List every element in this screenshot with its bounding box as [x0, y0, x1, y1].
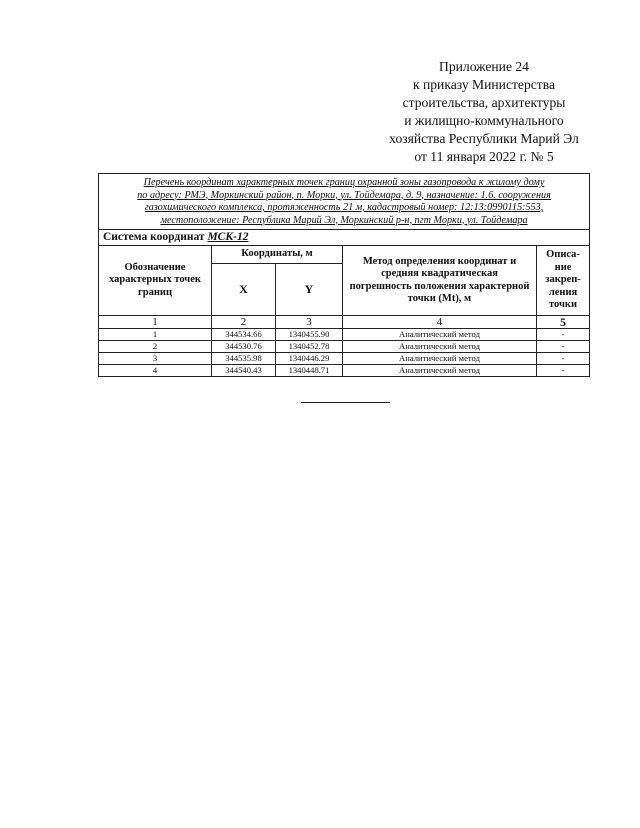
table-row: [99, 365, 590, 377]
desc-cell: -: [537, 353, 590, 365]
header-row: [99, 246, 590, 264]
table-row: [99, 353, 590, 365]
method-cell: Аналитический метод: [343, 353, 537, 365]
col-number: 2: [212, 316, 276, 329]
desc-cell: -: [537, 341, 590, 353]
appendix-line: строительства, архитектуры: [402, 95, 566, 110]
method-cell: Аналитический метод: [343, 329, 537, 341]
table-row: [99, 341, 590, 353]
header-coords: Координаты, м: [212, 246, 343, 264]
col-number: 5: [537, 316, 590, 329]
appendix-line: хозяйства Республики Марий Эл: [389, 131, 579, 146]
col-number: 3: [276, 316, 343, 329]
col-number: 4: [343, 316, 537, 329]
desc-cell: -: [537, 365, 590, 377]
point-cell: 1: [99, 329, 212, 341]
y-cell: 1340448.71: [276, 365, 343, 377]
column-number-row: [99, 316, 590, 329]
coord-system-value: МСК-12: [207, 231, 249, 243]
coord-system-label: Система координат: [103, 231, 205, 243]
y-cell: 1340452.78: [276, 341, 343, 353]
appendix-header: [368, 58, 600, 166]
table-title-line: Перечень координат характерных точек границ охранной зоны газопровода к жилому дому: [143, 177, 545, 188]
title-row: [99, 174, 590, 230]
point-cell: 2: [99, 341, 212, 353]
table-title: [99, 174, 590, 230]
coordinates-table: [98, 173, 590, 377]
table-row: [99, 329, 590, 341]
coord-system-row: [99, 230, 590, 246]
col-number: 1: [99, 316, 212, 329]
x-cell: 344540.43: [212, 365, 276, 377]
coord-system: [99, 230, 590, 246]
appendix-line: и жилищно-коммунального: [404, 113, 564, 128]
table-title-line: по адресу: РМЭ, Моркинский район, п. Морки, ул. Тойдемара, д. 9, назначение: 1.6. сооружения: [137, 189, 551, 201]
table-title-line: газохимического комплекса, протяженность 21 м, кадастровый номер: 12:13:0990115:553,: [144, 202, 544, 213]
y-cell: 1340446.29: [276, 353, 343, 365]
method-cell: Аналитический метод: [343, 341, 537, 353]
header-point: Обозначение характерных точек границ: [99, 246, 212, 316]
header-method: Метод определения координат и средняя квадратическая погрешность положения характерной точки (Mt), м: [343, 246, 537, 316]
point-cell: 3: [99, 353, 212, 365]
x-cell: 344530.76: [212, 341, 276, 353]
point-cell: 4: [99, 365, 212, 377]
method-cell: Аналитический метод: [343, 365, 537, 377]
header-x: X: [212, 264, 276, 316]
appendix-line: к приказу Министерства: [412, 77, 556, 92]
header-y: Y: [276, 264, 343, 316]
header-description: Описа-ние закреп-ления точки: [537, 246, 590, 316]
y-cell: 1340455.90: [276, 329, 343, 341]
appendix-line: Приложение 24: [439, 59, 529, 74]
desc-cell: -: [537, 329, 590, 341]
table-title-line: местоположение: Республика Марий Эл, Моркинский р-н, пгт Морки, ул. Тойдемара: [160, 214, 528, 226]
appendix-line: от 11 января 2022 г. № 5: [414, 149, 554, 164]
closing-rule: [301, 402, 390, 403]
x-cell: 344535.98: [212, 353, 276, 365]
x-cell: 344534.66: [212, 329, 276, 341]
